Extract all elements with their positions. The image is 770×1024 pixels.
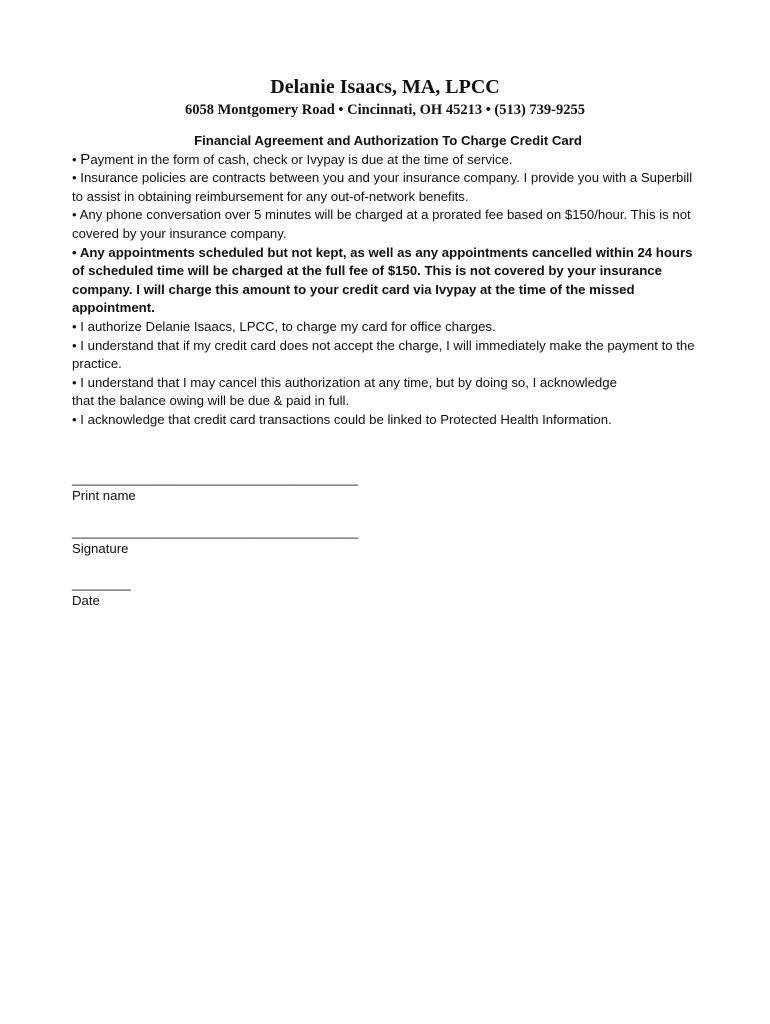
bullet: • — [72, 337, 77, 353]
agreement-item-payment — [72, 151, 704, 170]
item-text-line-2: that the balance owing will be due & paid in full. — [72, 393, 350, 409]
agreement-title: Financial Agreement and Authorization To Charge Credit Card — [194, 133, 582, 148]
agreement-item-phi — [72, 411, 704, 430]
print-name-line[interactable]: _______________________________________ — [72, 471, 359, 486]
agreement-body — [72, 132, 704, 430]
item-text: I authorize Delanie Isaacs, LPCC, to charge my card for office charges. — [80, 318, 496, 334]
bullet: • — [72, 411, 77, 427]
item-text: Any phone conversation over 5 minutes will be charged at a prorated fee based on $150/hour. This is not covered by your insurance company. — [72, 207, 691, 241]
bullet: • — [72, 151, 77, 167]
item-text: ayment in the form of cash, check or Ivypay is due at the time of service. — [90, 151, 513, 167]
provider-address: 6058 Montgomery Road • Cincinnati, OH 45213 • (513) 739-9255 — [184, 102, 586, 118]
signature-label: Signature — [72, 541, 129, 556]
agreement-item-authorize — [72, 318, 704, 337]
signature-field[interactable] — [72, 523, 358, 557]
bullet: • — [72, 318, 77, 334]
date-line[interactable]: ________ — [72, 576, 131, 591]
date-field[interactable] — [72, 575, 131, 609]
print-name-label: Print name — [72, 488, 136, 503]
agreement-item-cancel-authorization — [72, 374, 704, 411]
signature-line[interactable]: _______________________________________ — [72, 524, 359, 539]
bullet: • — [72, 244, 77, 260]
agreement-item-phone — [72, 206, 704, 243]
letterhead — [0, 74, 770, 119]
bullet: • — [72, 374, 77, 390]
item-text-line-1: I understand that I may cancel this authorization at any time, but by doing so, I acknowledge — [80, 374, 617, 390]
date-label: Date — [72, 593, 100, 608]
bullet: • — [72, 207, 77, 223]
provider-name: Delanie Isaacs, MA, LPCC — [270, 76, 500, 98]
item-text: I acknowledge that credit card transactions could be linked to Protected Health Information. — [80, 411, 612, 427]
agreement-item-insurance — [72, 169, 704, 206]
agreement-item-declined-charge — [72, 337, 704, 374]
item-text: I understand that if my credit card does not accept the charge, I will immediately make the payment to the practice. — [72, 337, 695, 372]
bullet: • — [72, 170, 77, 186]
item-initial: P — [80, 150, 91, 168]
agreement-item-missed-appointments — [72, 244, 704, 318]
print-name-field[interactable] — [72, 470, 358, 504]
item-text: Any appointments scheduled but not kept, as well as any appointments cancelled within 24 hours of scheduled time will be charged at the full fee of $150. This is not covered by your insurance company. I will charge this amount to your credit card via Ivypay at the time of the missed appointment. — [72, 244, 693, 316]
item-text: Insurance policies are contracts between you and your insurance company. I provide you with a Superbill to assist in obtaining reimbursement for any out-of-network benefits. — [72, 170, 693, 204]
